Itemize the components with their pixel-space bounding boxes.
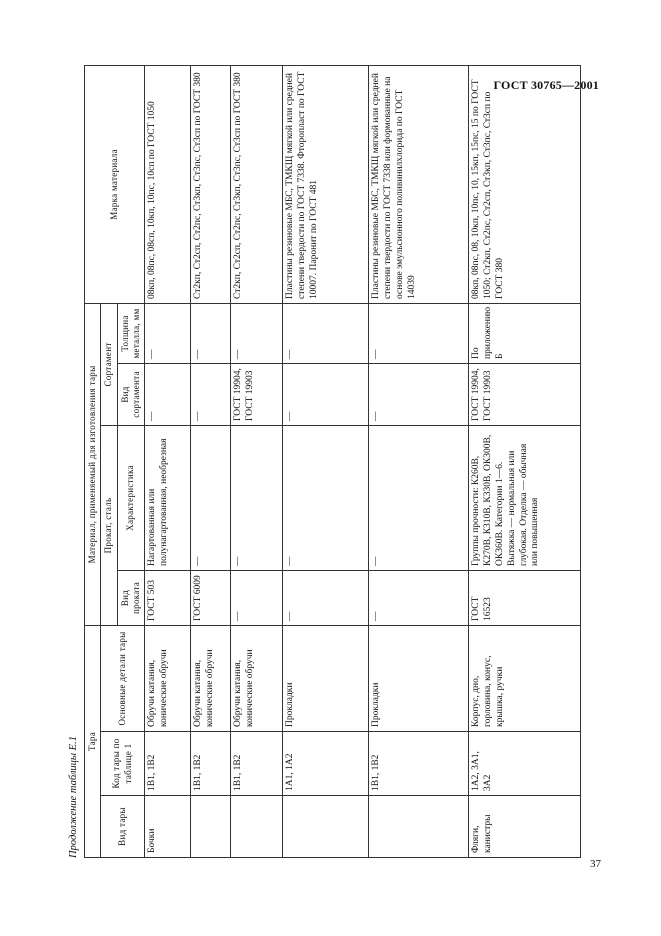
cell-kod: 1В1, 1В2 bbox=[145, 732, 191, 796]
cell-kod: 1В1, 1В2 bbox=[191, 732, 231, 796]
table-row bbox=[369, 65, 469, 857]
cell-detali: Прокладки bbox=[369, 625, 469, 731]
cell-vid-tary bbox=[231, 796, 283, 858]
standard-header: ГОСТ 30765—2001 bbox=[493, 78, 599, 92]
header-vid-sortamenta: Вид сортамента bbox=[117, 363, 145, 425]
cell-harakteristika: — bbox=[283, 425, 369, 570]
header-kod-tary: Код тары по таблице 1 bbox=[101, 732, 145, 796]
cell-detali: Обручи катания, конические обручи bbox=[191, 625, 231, 731]
cell-harakteristika: — bbox=[191, 425, 231, 570]
cell-vid-prokata: ГОСТ 6009 bbox=[191, 570, 231, 625]
header-harakteristika: Характеристика bbox=[117, 425, 145, 570]
cell-tolshchina: По приложению Б bbox=[469, 303, 581, 363]
cell-vid-tary: Бочки bbox=[145, 796, 191, 858]
cell-kod: 1В1, 1В2 bbox=[231, 732, 283, 796]
cell-vid-prokata: ГОСТ 503 bbox=[145, 570, 191, 625]
cell-vid-sortamenta: — bbox=[145, 363, 191, 425]
cell-detali: Корпус, дно, горловина, конус, крышка, ручки bbox=[469, 625, 581, 731]
cell-kod: 1В1, 1В2 bbox=[369, 732, 469, 796]
cell-detali: Обручи катания, конические обручи bbox=[231, 625, 283, 731]
header-marka: Марка материала bbox=[85, 65, 145, 303]
table-row bbox=[469, 65, 581, 857]
cell-harakteristika: Нагартованная или полунагартованная, необрезная bbox=[145, 425, 191, 570]
cell-tolshchina: — bbox=[191, 303, 231, 363]
cell-tolshchina: — bbox=[231, 303, 283, 363]
cell-vid-prokata: — bbox=[231, 570, 283, 625]
cell-kod: 1А2, 3А1, 3А2 bbox=[469, 732, 581, 796]
header-tara: Тара bbox=[85, 625, 101, 857]
cell-detali: Обручи катания, конические обручи bbox=[145, 625, 191, 731]
header-vid-prokata: Вид проката bbox=[117, 570, 145, 625]
page-number: 37 bbox=[590, 858, 601, 870]
cell-vid-tary: Фляги, канистры bbox=[469, 796, 581, 858]
cell-harakteristika: — bbox=[231, 425, 283, 570]
cell-kod: 1А1, 1А2 bbox=[283, 732, 369, 796]
cell-vid-sortamenta: — bbox=[283, 363, 369, 425]
cell-marka: Ст2кп, Ст2сп, Ст2пс, Ст3кп, Ст3пс, Ст3сп по ГОСТ 380 bbox=[231, 65, 283, 303]
cell-vid-sortamenta: — bbox=[191, 363, 231, 425]
table-row bbox=[191, 65, 231, 857]
cell-marka: Ст2кп, Ст2сп, Ст2пс, Ст3кп, Ст3пс, Ст3сп по ГОСТ 380 bbox=[191, 65, 231, 303]
cell-marka: 08кп, 08пс, 08сп, 10кп, 10пс, 10сп по ГОСТ 1050 bbox=[145, 65, 191, 303]
cell-vid-sortamenta: — bbox=[369, 363, 469, 425]
header-material: Материал, применяемый для изготовления тары bbox=[85, 303, 101, 625]
table-row bbox=[283, 65, 369, 857]
rotated-table-block bbox=[62, 66, 591, 858]
cell-vid-prokata: — bbox=[283, 570, 369, 625]
header-vid-tary: Вид тары bbox=[101, 796, 145, 858]
cell-vid-tary bbox=[191, 796, 231, 858]
cell-tolshchina: — bbox=[369, 303, 469, 363]
cell-detali: Прокладки bbox=[283, 625, 369, 731]
cell-tolshchina: — bbox=[283, 303, 369, 363]
cell-harakteristika: Группы прочности: К260В, К270В, К310В, К330В, ОК300В, ОК360В. Категории 1—6. Вытяжка — нормальная или глубокая. Отделка — обычная или повышенная bbox=[469, 425, 581, 570]
cell-vid-tary bbox=[369, 796, 469, 858]
header-prokat: Прокат, сталь bbox=[101, 425, 117, 625]
table-row bbox=[231, 65, 283, 857]
cell-vid-prokata: ГОСТ 16523 bbox=[469, 570, 581, 625]
cell-vid-sortamenta: ГОСТ 19904, ГОСТ 19903 bbox=[469, 363, 581, 425]
materials-table bbox=[84, 65, 581, 858]
cell-vid-tary bbox=[283, 796, 369, 858]
table-continuation-caption: Продолжение таблицы Е.1 bbox=[68, 736, 79, 858]
cell-vid-prokata: — bbox=[369, 570, 469, 625]
cell-marka: Пластины резиновые МБС, ТМКЩ мягкой или средней степени твердости по ГОСТ 7338 или формованные на основе эмульсионного поливинилхлорида по ГОСТ 14039 bbox=[369, 65, 469, 303]
table-row bbox=[145, 65, 191, 857]
cell-marka: Пластины резиновые МБС, ТМКЩ мягкой или средней степени твердости по ГОСТ 7338. Фторопласт по ГОСТ 10007. Паронит по ГОСТ 481 bbox=[283, 65, 369, 303]
cell-tolshchina: — bbox=[145, 303, 191, 363]
cell-marka: 08кп, 08пс, 08, 10кп, 10пс, 10, 15кп, 15пс, 15 по ГОСТ 1050; Ст2кп, Ст2пс, Ст2сп, Ст3кп, Ст3пс, Ст3сп по ГОСТ 380 bbox=[469, 65, 581, 303]
cell-harakteristika: — bbox=[369, 425, 469, 570]
header-tolshchina: Толщина металла, мм bbox=[117, 303, 145, 363]
header-osnovnye-detali: Основные детали тары bbox=[101, 625, 145, 731]
header-sortament: Сортамент bbox=[101, 303, 117, 425]
cell-vid-sortamenta: ГОСТ 19904, ГОСТ 19903 bbox=[231, 363, 283, 425]
